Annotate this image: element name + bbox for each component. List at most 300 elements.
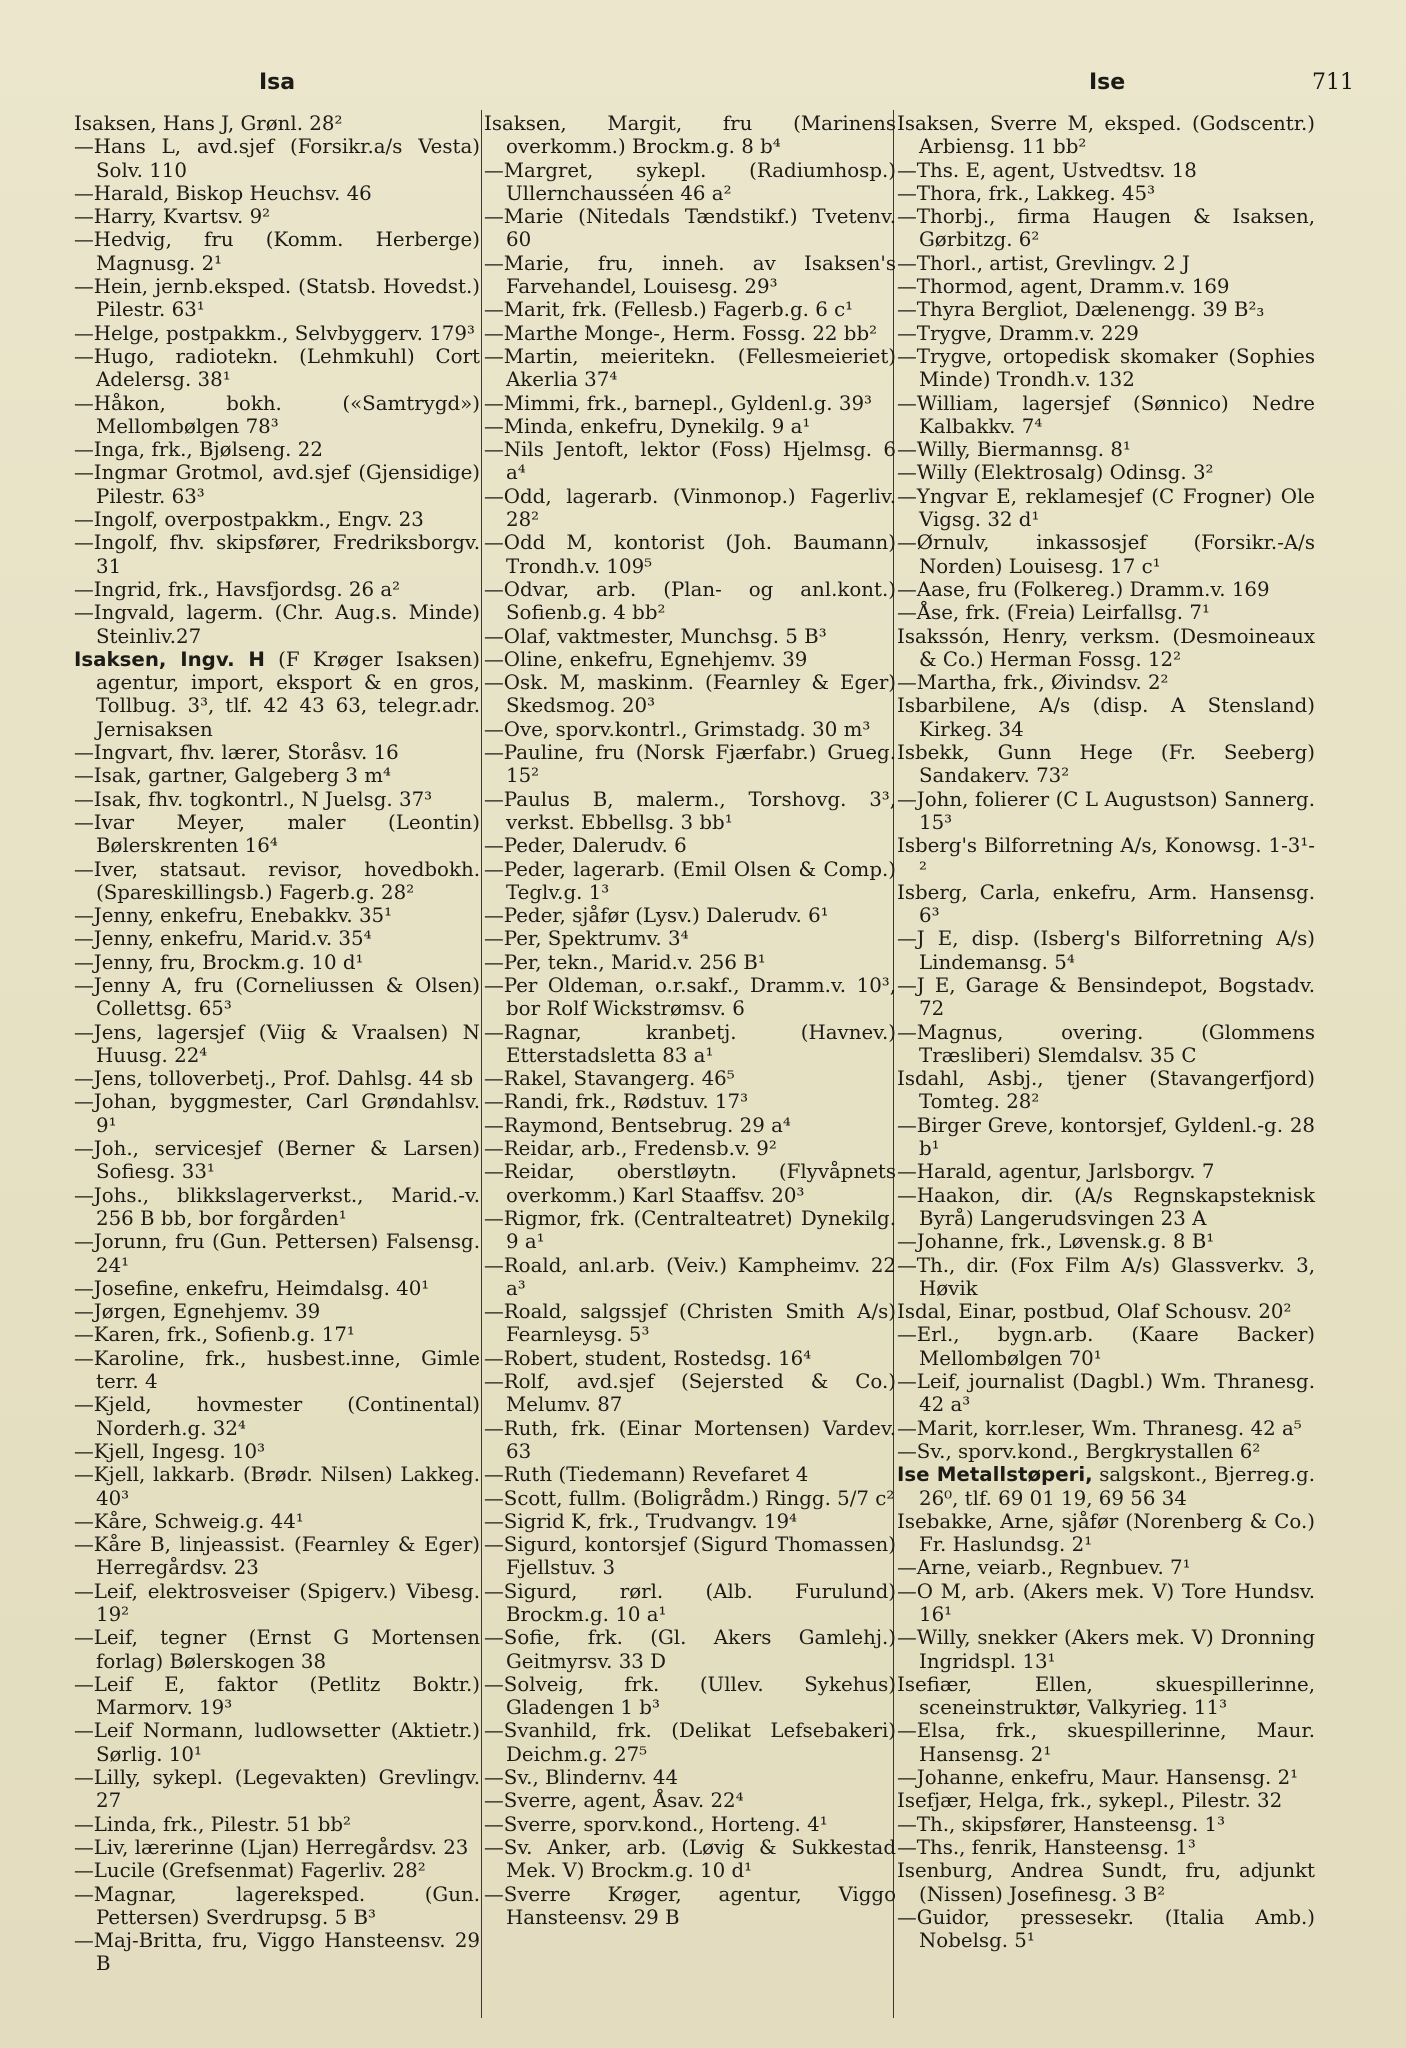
directory-entry bbox=[74, 927, 480, 950]
entry-text: —Ruth, frk. (Einar Mortensen) Vardev. 63 bbox=[484, 1416, 896, 1463]
directory-entry bbox=[74, 1836, 480, 1859]
directory-entry bbox=[484, 1463, 896, 1486]
directory-entry bbox=[74, 205, 480, 228]
entry-text: —Th., skipsfører, Hansteensg. 1³ bbox=[897, 1812, 1226, 1836]
directory-entry bbox=[484, 1789, 896, 1812]
directory-entry bbox=[74, 764, 480, 787]
directory-entry bbox=[897, 531, 1315, 578]
directory-entry bbox=[74, 1859, 480, 1882]
entry-text: —Peder, sjåfør (Lysv.) Dalerudv. 6¹ bbox=[484, 904, 829, 928]
entry-text: —Marit, korr.leser, Wm. Thranesg. 42 a⁵ bbox=[897, 1416, 1302, 1440]
directory-entry bbox=[74, 182, 480, 205]
directory-entry bbox=[74, 904, 480, 927]
entry-text: —Per, Spektrumv. 3⁴ bbox=[484, 927, 689, 951]
entry-text: —Lilly, sykepl. (Legevakten) Grevlingv. 27 bbox=[74, 1766, 480, 1813]
entry-text: —Peder, lagerarb. (Emil Olsen & Comp.) Teglv.g. 1³ bbox=[484, 857, 896, 904]
entry-text: —Rigmor, frk. (Centralteatret) Dynekilg. 9 a¹ bbox=[484, 1206, 896, 1254]
directory-entry bbox=[74, 508, 480, 531]
entry-name: Isaksen, Ingv. H bbox=[74, 647, 265, 671]
directory-entry bbox=[484, 1067, 896, 1090]
entry-text: —Svanhild, frk. (Delikat Lefsebakeri) Deichm.g. 27⁵ bbox=[484, 1719, 896, 1766]
directory-entry bbox=[74, 951, 480, 974]
directory-entry bbox=[897, 1789, 1315, 1812]
entry-text: —Odd, lagerarb. (Vinmonop.) Fagerliv. 28² bbox=[484, 484, 896, 532]
directory-entry bbox=[897, 322, 1315, 345]
directory-entry bbox=[74, 1323, 480, 1346]
column-divider bbox=[481, 110, 482, 2018]
entry-text: —Thora, frk., Lakkeg. 45³ bbox=[897, 181, 1156, 205]
directory-entry bbox=[484, 1580, 896, 1627]
entry-text: —Kjeld, hovmester (Continental) Norderh.g. 32⁴ bbox=[74, 1393, 480, 1440]
entry-text: —Martha, frk., Øivindsv. 2² bbox=[897, 671, 1169, 695]
entry-text: —Scott, fullm. (Boligrådm.) Ringg. 5/7 c² bbox=[484, 1486, 895, 1510]
entry-text: —O M, arb. (Akers mek. V) Tore Hundsv. 16¹ bbox=[897, 1579, 1315, 1626]
entry-text: —Ingmar Grotmol, avd.sjef (Gjensidige) Pilestr. 63³ bbox=[74, 461, 480, 508]
directory-entry bbox=[897, 1556, 1315, 1579]
entry-text: —Guidor, pressesekr. (Italia Amb.) Nobelsg. 5¹ bbox=[897, 1905, 1315, 1953]
entry-text: Isefjær, Helga, frk., sykepl., Pilestr. 32 bbox=[897, 1789, 1283, 1813]
entry-text: —Yngvar E, reklamesjef (C Frogner) Ole Vigsg. 32 d¹ bbox=[897, 484, 1315, 532]
entry-text: —Iver, statsaut. revisor, hovedbokh. (Spareskillingsb.) Fagerb.g. 28² bbox=[74, 857, 480, 904]
directory-entry bbox=[484, 1813, 896, 1836]
entry-text: —Nils Jentoft, lektor (Foss) Hjelmsg. 6 a⁴ bbox=[484, 438, 896, 485]
directory-entry bbox=[897, 1813, 1315, 1836]
entry-text: —Marthe Monge-, Herm. Fossg. 22 bb² bbox=[484, 321, 878, 345]
directory-entry bbox=[484, 112, 896, 159]
directory-entry bbox=[897, 1580, 1315, 1627]
directory-entry bbox=[484, 1137, 896, 1160]
directory-entry bbox=[484, 1114, 896, 1137]
directory-entry bbox=[897, 1626, 1315, 1673]
column-3 bbox=[897, 112, 1315, 1952]
entry-text: —J E, Garage & Bensindepot, Bogstadv. 72 bbox=[897, 973, 1315, 1021]
entry-text: —Sverre, agent, Åsav. 22⁴ bbox=[484, 1789, 744, 1813]
entry-text: —Leif Normann, ludlowsetter (Aktietr.) Sørlig. 10¹ bbox=[74, 1719, 480, 1766]
entry-text: —Ingvart, fhv. lærer, Storåsv. 16 bbox=[74, 741, 399, 765]
directory-entry bbox=[484, 625, 896, 648]
entry-text: —Hugo, radiotekn. (Lehmkuhl) Cort Adelersg. 38¹ bbox=[74, 344, 480, 392]
entry-text: —Ingrid, frk., Havsfjordsg. 26 a² bbox=[74, 577, 401, 601]
column-1 bbox=[74, 112, 480, 1976]
entry-text: —Ingvald, lagerm. (Chr. Aug.s. Minde) Steinliv.27 bbox=[74, 601, 480, 648]
directory-entry bbox=[484, 1370, 896, 1417]
entry-text: —Hein, jernb.eksped. (Statsb. Hovedst.) Pilestr. 63¹ bbox=[74, 275, 480, 322]
directory-entry bbox=[74, 392, 480, 439]
entry-text: —Hedvig, fru (Komm. Herberge) Magnusg. 2¹ bbox=[74, 228, 480, 275]
directory-entry bbox=[74, 1533, 480, 1580]
entry-text: —Thormod, agent, Dramm.v. 169 bbox=[897, 275, 1230, 299]
entry-text: Isbarbilene, A/s (disp. A Stensland) Kirkeg. 34 bbox=[897, 694, 1315, 741]
entry-text: —Sv. Anker, arb. (Løvig & Sukkestad Mek. V) Brockm.g. 10 d¹ bbox=[484, 1835, 896, 1883]
directory-entry bbox=[484, 974, 896, 1021]
entry-text: —Jorunn, fru (Gun. Pettersen) Falsensg. 24¹ bbox=[74, 1230, 480, 1277]
entry-text: —Willy, snekker (Akers mek. V) Dronning Ingridspl. 13¹ bbox=[897, 1626, 1315, 1673]
directory-entry bbox=[74, 1883, 480, 1930]
directory-entry bbox=[74, 601, 480, 648]
entry-text: —Jenny, fru, Brockm.g. 10 d¹ bbox=[74, 950, 364, 974]
entry-text: —Håkon, bokh. («Samtrygd») Mellombølgen 78³ bbox=[74, 391, 480, 438]
directory-entry bbox=[484, 1626, 896, 1673]
entry-text: —Aase, fru (Folkereg.) Dramm.v. 169 bbox=[897, 577, 1270, 601]
entry-text: —Isak, fhv. togkontrl., N Juelsg. 37³ bbox=[74, 787, 433, 811]
directory-entry bbox=[897, 1323, 1315, 1370]
entry-text: —Ths., fenrik, Hansteensg. 1³ bbox=[897, 1835, 1196, 1859]
directory-entry bbox=[484, 1673, 896, 1720]
directory-entry bbox=[484, 927, 896, 950]
entry-text: —Lucile (Grefsenmat) Fagerliv. 28² bbox=[74, 1859, 426, 1883]
directory-entry bbox=[484, 485, 896, 532]
entry-text: —Jørgen, Egnehjemv. 39 bbox=[74, 1300, 321, 1324]
directory-entry bbox=[897, 671, 1315, 694]
directory-entry bbox=[484, 1719, 896, 1766]
entry-text: —Per, tekn., Marid.v. 256 B¹ bbox=[484, 950, 766, 974]
entry-text: —Peder, Dalerudv. 6 bbox=[484, 834, 687, 858]
entry-text: —Reidar, arb., Fredensb.v. 9² bbox=[484, 1137, 777, 1161]
entry-text: —John, folierer (C L Augustson) Sannerg. 15³ bbox=[897, 787, 1315, 834]
directory-entry bbox=[897, 1673, 1315, 1720]
entry-text: —Magnus, overing. (Glommens Træsliberi) Slemdalsv. 35 C bbox=[897, 1020, 1315, 1067]
entry-text: Isefiær, Ellen, skuespillerinne, sceneinstruktør, Valkyrieg. 11³ bbox=[897, 1672, 1315, 1720]
directory-entry bbox=[897, 578, 1315, 601]
entry-text: —Birger Greve, kontorsjef, Gyldenl.-g. 28 b¹ bbox=[897, 1113, 1315, 1161]
entry-text: —Margret, sykepl. (Radiumhosp.) Ullernchausséen 46 a² bbox=[484, 158, 896, 205]
entry-text: Isaksen, Margit, fru (Marinens overkomm.) Brockm.g. 8 b⁴ bbox=[484, 112, 896, 159]
directory-entry bbox=[484, 1021, 896, 1068]
directory-entry bbox=[897, 485, 1315, 532]
directory-entry bbox=[74, 1393, 480, 1440]
entry-text: —Per Oldeman, o.r.sakf., Dramm.v. 10³, bor Rolf Wickstrømsv. 6 bbox=[484, 973, 896, 1021]
entry-text: Bergkrystallen 6² bbox=[1079, 1439, 1261, 1463]
entry-text: —Isak, gartner, Galgeberg 3 m⁴ bbox=[74, 764, 391, 788]
entry-text: —Sofie, frk. (Gl. Akers Gamlehj.) Geitmyrsv. 33 D bbox=[484, 1626, 896, 1673]
entry-text: —Thorl., artist, Grevlingv. 2 J bbox=[897, 251, 1190, 275]
entry-text: Isenburg, Andrea Sundt, fru, adjunkt (Nissen) Josefinesg. 3 B² bbox=[897, 1859, 1315, 1906]
directory-entry bbox=[74, 1929, 480, 1976]
directory-entry bbox=[74, 1184, 480, 1231]
directory-entry bbox=[484, 415, 896, 438]
directory-entry bbox=[484, 718, 896, 741]
entry-text: —Sverre, sporv.kond., Horteng. 4¹ bbox=[484, 1812, 828, 1836]
directory-entry bbox=[484, 345, 896, 392]
entry-text: —Robert, student, Rostedsg. 16⁴ bbox=[484, 1346, 812, 1370]
directory-entry bbox=[897, 438, 1315, 461]
entry-text: —Johanne, enkefru, Maur. Hansensg. 2¹ bbox=[897, 1766, 1299, 1790]
directory-entry bbox=[74, 1137, 480, 1184]
entry-text: —Kjell, Ingesg. 10³ bbox=[74, 1439, 266, 1463]
entry-text: —Sigurd, kontorsjef (Sigurd Thomassen) Fjellstuv. 3 bbox=[484, 1533, 896, 1580]
directory-entry bbox=[74, 788, 480, 811]
directory-entry bbox=[484, 671, 896, 718]
entry-text: —Oline, enkefru, Egnehjemv. 39 bbox=[484, 647, 808, 671]
page-header bbox=[72, 70, 1366, 106]
entry-text: —Karen, frk., Sofienb.g. 17¹ bbox=[74, 1323, 355, 1347]
directory-entry bbox=[74, 228, 480, 275]
entry-text: Isberg, Carla, enkefru, Arm. Hansensg. 6³ bbox=[897, 880, 1315, 928]
directory-entry bbox=[74, 461, 480, 508]
entry-text: —Leif E, faktor (Petlitz Boktr.) Marmorv. 19³ bbox=[74, 1672, 480, 1720]
directory-entry bbox=[484, 1254, 896, 1301]
entry-text: —Raymond, Bentsebrug. 29 a⁴ bbox=[484, 1113, 791, 1137]
entry-text: —Johs., blikkslagerverkst., Marid.-v. 256 B bb, bor forgården¹ bbox=[74, 1183, 480, 1230]
directory-entry bbox=[484, 438, 896, 485]
entry-text: —Ingolf, fhv. skipsfører, Fredriksborgv. 31 bbox=[74, 531, 480, 578]
entry-text: —Ove, sporv.kontrl., Grimstadg. 30 m³ bbox=[484, 717, 871, 741]
entry-text: —Odvar, arb. (Plan- og anl.kont.) Sofienb.g. 4 bb² bbox=[484, 577, 896, 625]
directory-entry bbox=[74, 322, 480, 345]
directory-entry bbox=[74, 1021, 480, 1068]
entry-text: —Karoline, frk., husbest.inne, Gimle terr. 4 bbox=[74, 1346, 480, 1394]
entry-text: —Randi, frk., Rødstuv. 17³ bbox=[484, 1090, 749, 1114]
directory-entry bbox=[897, 741, 1315, 788]
entry-text: —Kjell, lakkarb. (Brødr. Nilsen) Lakkeg. 40³ bbox=[74, 1463, 480, 1510]
entry-text: —Hans L, avd.sjef (Forsikr.a/s Vesta) Solv. 110 bbox=[74, 135, 480, 182]
entry-text: —Marie, fru, inneh. av Isaksen's Farvehandel, Louisesg. 29³ bbox=[484, 251, 896, 299]
directory-entry bbox=[897, 298, 1315, 321]
directory-entry bbox=[74, 1626, 480, 1673]
directory-entry bbox=[484, 159, 896, 206]
directory-entry bbox=[484, 1766, 896, 1789]
entry-text: —Martin, meieritekn. (Fellesmeieriet) Akerlia 37⁴ bbox=[484, 344, 896, 392]
entry-text: Isdal, Einar, postbud, Olaf Schousv. 20² bbox=[897, 1300, 1292, 1324]
directory-entry bbox=[74, 648, 480, 741]
entry-text: —J E, disp. (Isberg's Bilforretning A/s) Lindemansg. 5⁴ bbox=[897, 927, 1315, 974]
directory-entry bbox=[484, 741, 896, 788]
directory-entry bbox=[897, 182, 1315, 205]
entry-text: —Josefine, enkefru, Heimdalsg. 40¹ bbox=[74, 1276, 430, 1300]
directory-entry bbox=[897, 834, 1315, 881]
directory-entry bbox=[484, 1533, 896, 1580]
directory-entry bbox=[74, 1673, 480, 1720]
directory-entry bbox=[74, 345, 480, 392]
column-2 bbox=[484, 112, 896, 1929]
directory-entry bbox=[484, 205, 896, 252]
directory-entry bbox=[484, 1207, 896, 1254]
entry-name: Ise Metallstøperi, bbox=[897, 1463, 1093, 1487]
entry-text: —Inga, frk., Bjølseng. 22 bbox=[74, 438, 323, 462]
directory-entry bbox=[74, 1580, 480, 1627]
entry-text: —Marit, frk. (Fellesb.) Fagerb.g. 6 c¹ bbox=[484, 298, 854, 322]
directory-entry bbox=[74, 1766, 480, 1813]
directory-entry bbox=[484, 392, 896, 415]
entry-text: —Jens, lagersjef (Viig & Vraalsen) N Huusg. 22⁴ bbox=[74, 1020, 480, 1067]
entry-text: —Ths. E, agent, Ustvedtsv. 18 bbox=[897, 158, 1197, 182]
entry-text: —Mimmi, frk., barnepl., Gyldenl.g. 39³ bbox=[484, 391, 872, 415]
directory-entry bbox=[74, 578, 480, 601]
directory-entry bbox=[897, 112, 1315, 159]
entry-text: —Magnar, lagereksped. (Gun. Pettersen) Sverdrupsg. 5 B³ bbox=[74, 1882, 480, 1929]
directory-entry bbox=[74, 1347, 480, 1394]
directory-entry bbox=[74, 1510, 480, 1533]
directory-entry bbox=[484, 1487, 896, 1510]
entry-text: —Johan, byggmester, Carl Grøndahlsv. 9¹ bbox=[74, 1090, 480, 1137]
entry-text: Isebakke, Arne, sjåfør (Norenberg & Co.) Fr. Haslundsg. 2¹ bbox=[897, 1509, 1315, 1557]
directory-entry bbox=[897, 1719, 1315, 1766]
entry-text: Isberg's Bilforretning A/s, Konowsg. 1-3¹-² bbox=[897, 834, 1315, 881]
entry-text: —Maj-Britta, fru, Viggo Hansteensv. 29 B bbox=[74, 1929, 480, 1976]
directory-entry bbox=[897, 974, 1315, 1021]
entry-text: —Solveig, frk. (Ullev. Sykehus) Gladengen 1 b³ bbox=[484, 1672, 896, 1720]
directory-entry bbox=[897, 1230, 1315, 1253]
directory-entry bbox=[897, 625, 1315, 672]
directory-entry bbox=[897, 205, 1315, 252]
entry-text: —Roald, salgssjef (Christen Smith A/s) Fearnleysg. 5³ bbox=[484, 1300, 896, 1347]
entry-text: Isdahl, Asbj., tjener (Stavangerfjord) Tomteg. 28² bbox=[897, 1067, 1315, 1114]
directory-entry bbox=[484, 1883, 896, 1930]
directory-entry bbox=[74, 1090, 480, 1137]
entry-text: —Thyra Bergliot, Dælenengg. 39 B²₃ bbox=[897, 298, 1265, 322]
entry-text: —Sv., Blindernv. 44 bbox=[484, 1766, 679, 1790]
directory-entry bbox=[897, 1021, 1315, 1068]
entry-text: —Leif, journalist (Dagbl.) Wm. Thranesg. 42 a³ bbox=[897, 1370, 1315, 1417]
entry-text: —Jenny A, fru (Corneliussen & Olsen) Collettsg. 65³ bbox=[74, 973, 480, 1021]
directory-entry bbox=[897, 694, 1315, 741]
directory-entry bbox=[74, 858, 480, 905]
directory-entry bbox=[897, 1766, 1315, 1789]
entry-text: —William, lagersjef (Sønnico) Nedre Kalbakkv. 7⁴ bbox=[897, 391, 1315, 438]
directory-entry bbox=[484, 834, 896, 857]
directory-entry bbox=[484, 1510, 896, 1533]
entry-text: —Marie (Nitedals Tændstikf.) Tvetenv. 60 bbox=[484, 205, 896, 252]
entry-text: —Harry, Kvartsv. 9² bbox=[74, 205, 271, 229]
directory-entry bbox=[897, 601, 1315, 624]
entry-text: salgskont., Bjerreg.g. 26⁰, tlf. 69 01 19, 69 56 34 bbox=[919, 1463, 1316, 1510]
directory-entry bbox=[74, 1067, 480, 1090]
entry-text: —Osk. M, maskinm. (Fearnley & Eger) Skedsmog. 20³ bbox=[484, 671, 896, 718]
directory-entry bbox=[74, 1300, 480, 1323]
directory-entry bbox=[897, 1463, 1315, 1510]
entry-text: —Paulus B, malerm., Torshovg. 3³, verkst. Ebbellsg. 3 bb¹ bbox=[484, 787, 896, 834]
entry-text: Isaksen, Hans J, Grønl. 28² bbox=[74, 112, 343, 135]
directory-entry bbox=[74, 112, 480, 135]
entry-text: —Willy, Biermannsg. 8¹ bbox=[897, 438, 1131, 462]
directory-entry bbox=[74, 1277, 480, 1300]
entry-text: —Sigurd, rørl. (Alb. Furulund) Brockm.g. 10 a¹ bbox=[484, 1579, 896, 1626]
entry-text: —Jenny, enkefru, Enebakkv. 35¹ bbox=[74, 904, 393, 928]
directory-entry bbox=[74, 531, 480, 578]
entry-text: —Kåre, Schweig.g. 44¹ bbox=[74, 1509, 304, 1533]
entry-name: —Sv., sporv.kond., bbox=[897, 1439, 1080, 1463]
directory-entry bbox=[484, 1836, 896, 1883]
entry-text: —Sigrid K, frk., Trudvangv. 19⁴ bbox=[484, 1509, 797, 1533]
directory-entry bbox=[484, 531, 896, 578]
entry-text: —Pauline, fru (Norsk Fjærfabr.) Grueg. 15² bbox=[484, 741, 896, 788]
directory-entry bbox=[897, 345, 1315, 392]
directory-entry bbox=[484, 1347, 896, 1370]
directory-entry bbox=[484, 1300, 896, 1347]
directory-entry bbox=[897, 1114, 1315, 1161]
directory-entry bbox=[897, 1906, 1315, 1953]
entry-text: —Leif, tegner (Ernst G Mortensen forlag) Bølerskogen 38 bbox=[74, 1626, 480, 1673]
entry-text: —Ivar Meyer, maler (Leontin) Bølerskrenten 16⁴ bbox=[74, 810, 480, 858]
entry-text: —Jens, tolloverbetj., Prof. Dahlsg. 44 sb bbox=[74, 1067, 474, 1091]
entry-text: —Willy (Elektrosalg) Odinsg. 3² bbox=[897, 461, 1214, 485]
entry-text: —Arne, veiarb., Regnbuev. 7¹ bbox=[897, 1556, 1191, 1580]
directory-entry bbox=[484, 1160, 896, 1207]
directory-entry bbox=[897, 275, 1315, 298]
directory-entry bbox=[74, 1463, 480, 1510]
directory-entry bbox=[897, 1370, 1315, 1417]
directory-entry bbox=[897, 461, 1315, 484]
entry-text: Isaksen, Sverre M, eksped. (Godscentr.) Arbiensg. 11 bb² bbox=[897, 112, 1315, 159]
directory-entry bbox=[897, 1160, 1315, 1183]
entry-text: —Ruth (Tiedemann) Revefaret 4 bbox=[484, 1463, 809, 1487]
directory-entry bbox=[897, 881, 1315, 928]
directory-entry bbox=[484, 788, 896, 835]
right-guide-word: Ise bbox=[1089, 70, 1126, 95]
directory-entry bbox=[484, 578, 896, 625]
directory-entry bbox=[897, 1067, 1315, 1114]
directory-entry bbox=[484, 252, 896, 299]
directory-entry bbox=[897, 1836, 1315, 1859]
directory-entry bbox=[897, 927, 1315, 974]
entry-text: (F Krøger Isaksen) agentur, import, eksport & en gros, Tollbug. 3³, tlf. 42 43 63, telegr.adr. Jernisaksen bbox=[96, 647, 480, 741]
directory-entry bbox=[897, 1300, 1315, 1323]
entry-text: —Ragnar, kranbetj. (Havnev.) Etterstadsletta 83 a¹ bbox=[484, 1020, 896, 1067]
entry-text: —Joh., servicesjef (Berner & Larsen) Sofiesg. 33¹ bbox=[74, 1137, 480, 1184]
directory-entry bbox=[897, 1859, 1315, 1906]
entry-text: —Harald, Biskop Heuchsv. 46 bbox=[74, 181, 372, 205]
directory-entry bbox=[74, 135, 480, 182]
entry-text: —Trygve, ortopedisk skomaker (Sophies Minde) Trondh.v. 132 bbox=[897, 344, 1315, 392]
page-number: 711 bbox=[1312, 70, 1354, 95]
entry-text: —Helge, postpakkm., Selvbyggerv. 179³ bbox=[74, 321, 475, 345]
directory-entry bbox=[74, 974, 480, 1021]
entry-text: Isakssón, Henry, verksm. (Desmoineaux & Co.) Herman Fossg. 12² bbox=[897, 624, 1315, 671]
directory-entry bbox=[897, 788, 1315, 835]
entry-text: —Liv, lærerinne (Ljan) Herregårdsv. 23 bbox=[74, 1835, 469, 1859]
left-guide-word: Isa bbox=[259, 70, 296, 95]
entry-text: —Th., dir. (Fox Film A/s) Glassverkv. 3, Høvik bbox=[897, 1253, 1315, 1300]
directory-entry bbox=[484, 322, 896, 345]
directory-entry bbox=[74, 1440, 480, 1463]
entry-text: —Åse, frk. (Freia) Leirfallsg. 7¹ bbox=[897, 601, 1210, 625]
entry-text: —Rakel, Stavangerg. 46⁵ bbox=[484, 1067, 735, 1091]
entry-text: —Odd M, kontorist (Joh. Baumann) Trondh.v. 109⁵ bbox=[484, 531, 896, 578]
entry-text: —Trygve, Dramm.v. 229 bbox=[897, 321, 1139, 345]
directory-entry bbox=[897, 1417, 1315, 1440]
entry-text: —Linda, frk., Pilestr. 51 bb² bbox=[74, 1812, 351, 1836]
entry-text: —Leif, elektrosveiser (Spigerv.) Vibesg. 19² bbox=[74, 1579, 480, 1626]
entry-text: —Sverre Krøger, agentur, Viggo Hansteensv. 29 B bbox=[484, 1882, 896, 1929]
directory-entry bbox=[74, 1230, 480, 1277]
directory-entry bbox=[897, 1254, 1315, 1301]
entry-text: —Reidar, oberstløytn. (Flyvåpnets overkomm.) Karl Staaffsv. 20³ bbox=[484, 1160, 896, 1207]
entry-text: —Elsa, frk., skuespillerinne, Maur. Hansensg. 2¹ bbox=[897, 1719, 1315, 1766]
directory-entry bbox=[897, 159, 1315, 182]
directory-entry bbox=[74, 811, 480, 858]
entry-text: Isbekk, Gunn Hege (Fr. Seeberg) Sandakerv. 73² bbox=[897, 741, 1315, 788]
directory-entry bbox=[897, 1440, 1315, 1463]
entry-text: —Olaf, vaktmester, Munchsg. 5 B³ bbox=[484, 624, 827, 648]
entry-text: —Ingolf, overpostpakkm., Engv. 23 bbox=[74, 508, 424, 532]
entry-text: —Haakon, dir. (A/s Regnskapsteknisk Byrå) Langerudsvingen 23 A bbox=[897, 1183, 1315, 1230]
directory-entry bbox=[897, 392, 1315, 439]
directory-entry bbox=[897, 1510, 1315, 1557]
directory-entry bbox=[74, 1813, 480, 1836]
directory-entry bbox=[484, 648, 896, 671]
entry-text: —Jenny, enkefru, Marid.v. 35⁴ bbox=[74, 927, 372, 951]
entry-text: —Ørnulv, inkassosjef (Forsikr.-A/s Norden) Louisesg. 17 c¹ bbox=[897, 531, 1315, 578]
directory-entry bbox=[74, 1719, 480, 1766]
directory-entry bbox=[484, 858, 896, 905]
directory-entry bbox=[74, 438, 480, 461]
entry-text: —Minda, enkefru, Dynekilg. 9 a¹ bbox=[484, 414, 811, 438]
entry-text: —Thorbj., firma Haugen & Isaksen, Gørbitzg. 6² bbox=[897, 205, 1315, 252]
directory-entry bbox=[74, 275, 480, 322]
directory-entry bbox=[484, 1417, 896, 1464]
directory-entry bbox=[484, 298, 896, 321]
entry-text: —Johanne, frk., Løvensk.g. 8 B¹ bbox=[897, 1230, 1215, 1254]
